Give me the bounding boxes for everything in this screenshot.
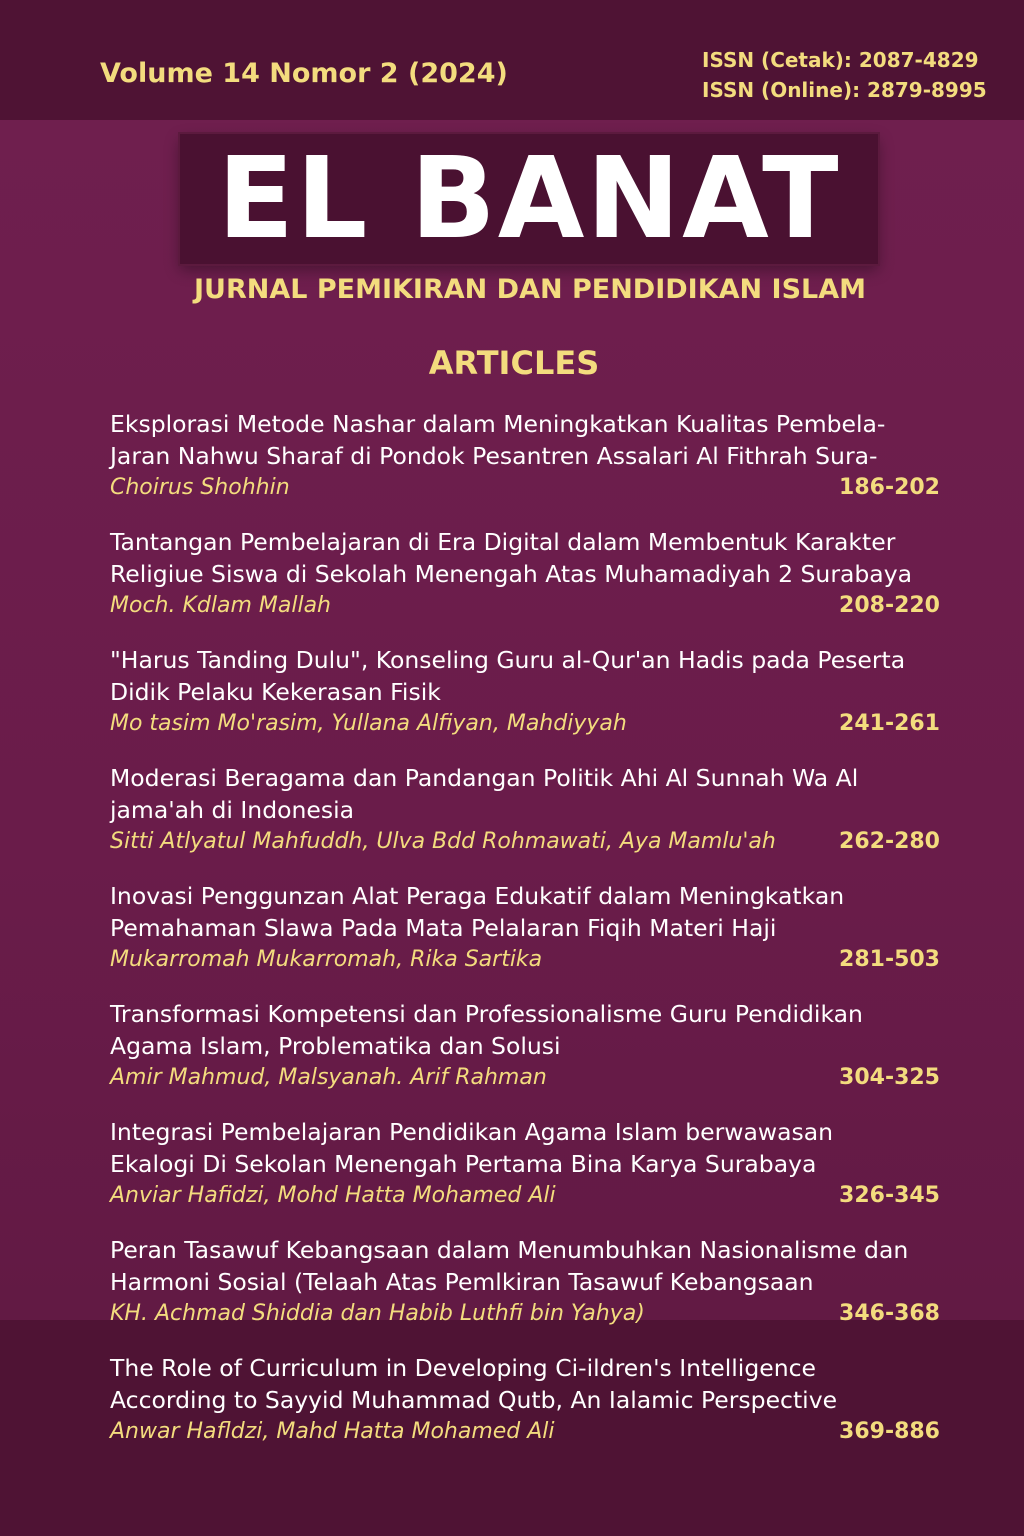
article-authors: Moch. Kdlam Mallah <box>110 593 331 618</box>
article-pages: 304-325 <box>839 1065 940 1090</box>
article-title-line: jama'ah di Indonesia <box>110 796 355 824</box>
article-title-line: The Role of Curriculum in Developing Ci-ildren's Intelligence <box>110 1354 816 1382</box>
article-authors: Mukarromah Mukarromah, Rika Sartika <box>110 947 543 972</box>
article-pages: 208-220 <box>839 593 940 618</box>
article-pages: 262-280 <box>839 829 940 854</box>
article-item <box>110 644 940 740</box>
article-authors: Anviar Hafidzi, Mohd Hatta Mohamed Ali <box>110 1183 556 1208</box>
volume-label: Volume 14 Nomor 2 (2024) <box>100 58 508 89</box>
issn-online: ISSN (Online): 2879-8995 <box>702 78 987 102</box>
article-item <box>110 880 940 976</box>
article-meta <box>110 708 940 740</box>
article-item <box>110 1234 940 1330</box>
article-pages: 326-345 <box>839 1183 940 1208</box>
article-title-line: Didik Pelaku Kekerasan Fisik <box>110 678 441 706</box>
article-pages: 369-886 <box>839 1419 940 1444</box>
article-authors: Mo tasim Mo'rasim, Yullana Alfiyan, Mahdiyyah <box>110 711 627 736</box>
article-title-line: Transformasi Kompetensi dan Professionalisme Guru Pendidikan <box>110 1000 863 1028</box>
article-title-line: Inovasi Penggunzan Alat Peraga Edukatif dalam Meningkatkan <box>110 882 845 910</box>
article-authors: KH. Achmad Shiddia dan Habib Luthfi bin Yahya) <box>110 1301 645 1326</box>
article-item <box>110 998 940 1094</box>
article-authors: Sitti Atlyatul Mahfuddh, Ulva Bdd Rohmawati, Aya Mamlu'ah <box>110 829 776 854</box>
article-pages: 281-503 <box>839 947 940 972</box>
article-authors: Amir Mahmud, Malsyanah. Arif Rahman <box>110 1065 547 1090</box>
article-title-line: Harmoni Sosial (Telaah Atas Pemlkiran Tasawuf Kebangsaan <box>110 1268 814 1296</box>
article-meta <box>110 826 940 858</box>
article-title-line: Agama Islam, Problematika dan Solusi <box>110 1032 561 1060</box>
article-authors: Choirus Shohhin <box>110 475 290 500</box>
article-title-line: Ekalogi Di Sekolan Menengah Pertama Bina Karya Surabaya <box>110 1150 817 1178</box>
article-meta <box>110 590 940 622</box>
article-title-line: Religiue Siswa di Sekolah Menengah Atas Muhamadiyah 2 Surabaya <box>110 560 913 588</box>
article-title-line: Pemahaman Slawa Pada Mata Pelalaran Fiqih Materi Haji <box>110 914 777 942</box>
article-item <box>110 1352 940 1448</box>
article-pages: 186-202 <box>839 475 940 500</box>
journal-subtitle: JURNAL PEMIKIRAN DAN PENDIDIKAN ISLAM <box>194 274 866 305</box>
article-item <box>110 762 940 858</box>
article-title-line: "Harus Tanding Dulu", Konseling Guru al-Qur'an Hadis pada Peserta <box>110 646 906 674</box>
article-title-line: Integrasi Pembelajaran Pendidikan Agama Islam berwawasan <box>110 1118 834 1146</box>
article-meta <box>110 1062 940 1094</box>
journal-title: EL BANAT <box>217 134 841 264</box>
article-title-line: According to Sayyid Muhammad Qutb, An Ialamic Perspective <box>110 1386 838 1414</box>
article-meta <box>110 944 940 976</box>
article-title-line: Peran Tasawuf Kebangsaan dalam Menumbuhkan Nasionalisme dan <box>110 1236 909 1264</box>
section-heading: ARTICLES <box>428 344 600 382</box>
article-meta <box>110 472 940 504</box>
article-title-line: Tantangan Pembelajaran di Era Digital dalam Membentuk Karakter <box>110 528 896 556</box>
article-pages: 346-368 <box>839 1301 940 1326</box>
article-item <box>110 526 940 622</box>
article-meta <box>110 1298 940 1330</box>
article-meta <box>110 1416 940 1448</box>
article-item <box>110 408 940 504</box>
article-title-line: Jaran Nahwu Sharaf di Pondok Pesantren Assalari Al Fithrah Sura- <box>110 442 878 470</box>
article-title-line: Moderasi Beragama dan Pandangan Politik Ahi Al Sunnah Wa Al <box>110 764 859 792</box>
article-title-line: Eksplorasi Metode Nashar dalam Meningkatkan Kualitas Pembela- <box>110 410 886 438</box>
article-item <box>110 1116 940 1212</box>
issn-print: ISSN (Cetak): 2087-4829 <box>702 48 979 72</box>
article-pages: 241-261 <box>839 711 940 736</box>
article-meta <box>110 1180 940 1212</box>
article-authors: Anwar Hafldzi, Mahd Hatta Mohamed Ali <box>110 1419 555 1444</box>
